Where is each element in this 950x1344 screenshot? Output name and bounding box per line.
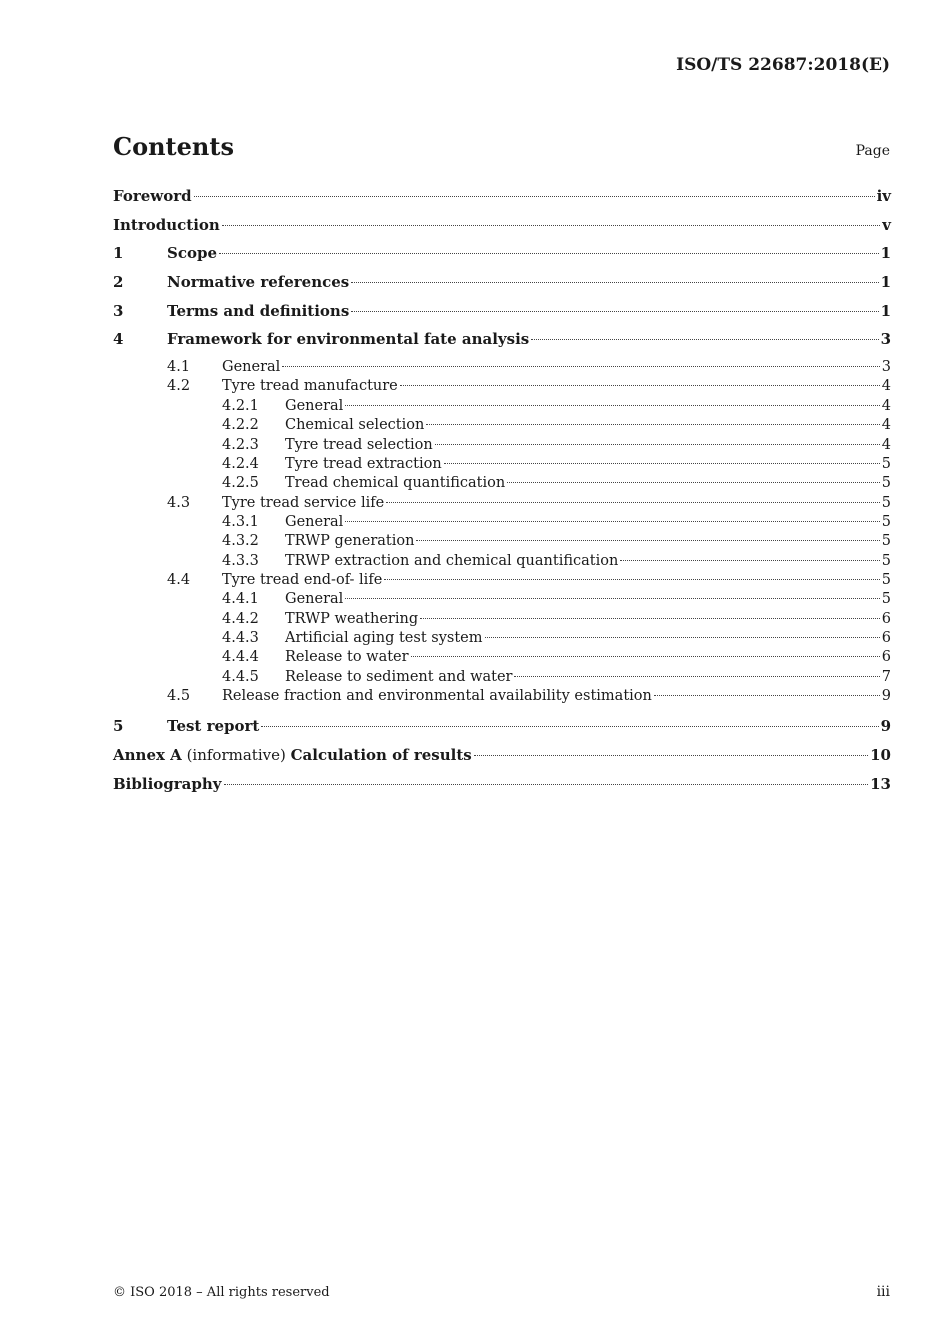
toc-entry-number: 5 (113, 717, 124, 736)
toc-entry-number: 4.4 (167, 571, 191, 588)
toc-entry-label-text: Tyre tread manufacture (222, 378, 398, 395)
toc-entry-label (285, 668, 512, 687)
toc-entry-label (167, 329, 529, 349)
page-number: iii (876, 1284, 890, 1300)
toc-entry-label-text: Normative references (167, 273, 350, 292)
toc-entry-label-text: Annex A (113, 746, 182, 765)
dot-leader (219, 253, 879, 254)
toc-entry[interactable] (113, 590, 891, 609)
toc-entry-label-text: Test report (167, 717, 260, 736)
dot-leader (426, 424, 879, 425)
dot-leader (261, 726, 878, 727)
toc-entry-page: 10 (870, 746, 891, 765)
toc-entry[interactable] (113, 774, 891, 803)
dot-leader (351, 282, 878, 283)
toc-entry-number: 4 (113, 330, 124, 349)
dot-leader (514, 676, 879, 677)
toc-entry-label (285, 648, 409, 667)
toc-entry-page: 1 (880, 301, 891, 320)
toc-entry-label (113, 745, 472, 765)
toc-entry[interactable] (113, 186, 891, 215)
toc-entry-label (285, 474, 505, 493)
toc-entry-label-text: General (222, 359, 281, 376)
toc-entry-label-text: Release fraction and environmental availability estimation (222, 687, 652, 704)
toc-entry-label-text: Terms and definitions (167, 301, 350, 320)
document-id: ISO/TS 22687:2018(E) (676, 55, 890, 75)
toc-entry-number: 2 (113, 273, 124, 292)
toc-entry-label (113, 215, 220, 235)
toc-entry[interactable] (113, 455, 891, 474)
toc-entry[interactable] (113, 629, 891, 648)
toc-entry-label (285, 532, 414, 551)
toc-entry-label (285, 629, 483, 648)
dot-leader (386, 502, 880, 503)
toc-entry-page: v (882, 215, 891, 234)
toc-entry-label-text: Tyre tread service life (222, 494, 385, 511)
toc-entry-label-text: Scope (167, 244, 218, 263)
toc-entry-label-text: TRWP generation (285, 533, 415, 550)
toc-entry-page: 6 (881, 629, 891, 646)
dot-leader (531, 339, 878, 340)
toc-entry[interactable] (113, 668, 891, 687)
toc-entry[interactable] (113, 358, 891, 377)
toc-entry-label (222, 687, 652, 706)
toc-entry-label (285, 436, 433, 455)
toc-entry-number: 4.4.5 (222, 668, 259, 685)
toc-entry-label-annotation: (informative) (181, 746, 291, 765)
toc-entry-page: 5 (881, 552, 891, 569)
dot-leader (345, 521, 879, 522)
toc-entry-page: 4 (881, 417, 891, 434)
dot-leader (435, 444, 880, 445)
toc-entry-label (167, 272, 349, 292)
dot-leader (485, 637, 880, 638)
toc-entry-label (167, 243, 217, 263)
toc-entry[interactable] (113, 243, 891, 272)
toc-entry-label (285, 610, 418, 629)
toc-entry-page: 7 (881, 668, 891, 685)
toc-entry-page: 9 (880, 717, 891, 736)
toc-entry[interactable] (113, 215, 891, 244)
toc-entry-number: 4.2.5 (222, 475, 259, 492)
toc-entry-page: 4 (881, 397, 891, 414)
toc-entry-page: 5 (881, 475, 891, 492)
dot-leader (420, 618, 880, 619)
toc-entry[interactable] (113, 494, 891, 513)
toc-entry-label-text: Artificial aging test system (285, 629, 483, 646)
toc-entry-number: 4.4.3 (222, 629, 259, 646)
toc-entry-label (222, 358, 280, 377)
toc-entry-label-text: Chemical selection (285, 417, 425, 434)
toc-entry-number: 4.2.3 (222, 436, 259, 453)
toc-entry-page: 4 (881, 378, 891, 395)
toc-entry[interactable] (113, 716, 891, 745)
toc-entry-label (222, 377, 398, 396)
toc-entry-page: 1 (880, 244, 891, 263)
dot-leader (474, 755, 868, 756)
toc-entry-label-text: Tyre tread end-of- life (222, 571, 383, 588)
toc-entry-number: 4.4.1 (222, 591, 259, 608)
toc-entry-label (285, 552, 618, 571)
toc-entry-label (222, 494, 384, 513)
toc-entry-label (113, 186, 192, 206)
toc-entry-page: 3 (881, 359, 891, 376)
toc-entry-label (167, 716, 259, 736)
dot-leader (194, 196, 875, 197)
toc-entry-page: iv (876, 187, 891, 205)
toc-entry-label-text: General (285, 397, 344, 414)
toc-entry-label (285, 397, 343, 416)
toc-entry-number: 3 (113, 301, 124, 320)
table-of-contents (113, 186, 891, 803)
dot-leader (416, 540, 879, 541)
dot-leader (444, 463, 880, 464)
dot-leader (507, 482, 880, 483)
toc-entry[interactable] (113, 513, 891, 532)
dot-leader (654, 695, 880, 696)
toc-entry-number: 4.3.1 (222, 513, 259, 530)
page-column-label: Page (855, 143, 890, 159)
toc-entry-label (285, 590, 343, 609)
toc-entry[interactable] (113, 329, 891, 358)
toc-entry-number: 4.1 (167, 359, 191, 376)
copyright-notice: © ISO 2018 – All rights reserved (113, 1285, 330, 1300)
toc-entry-label-text: Tyre tread selection (285, 436, 433, 453)
toc-entry-label (285, 513, 343, 532)
toc-entry[interactable] (113, 687, 891, 717)
toc-entry[interactable] (113, 436, 891, 455)
dot-leader (282, 366, 879, 367)
toc-entry-label (222, 571, 382, 590)
toc-entry[interactable] (113, 745, 891, 774)
toc-entry-label-tail: Calculation of results (290, 746, 472, 765)
toc-entry[interactable] (113, 571, 891, 590)
toc-entry[interactable] (113, 377, 891, 396)
toc-entry-number: 4.3.3 (222, 552, 259, 569)
toc-entry-label-text: Tyre tread extraction (285, 455, 442, 472)
toc-entry-label-text: Release to water (285, 649, 409, 666)
toc-entry-label-text: Tread chemical quantification (285, 475, 506, 492)
toc-entry-label-text: Foreword (113, 187, 192, 205)
toc-entry-number: 4.4.2 (222, 610, 259, 627)
dot-leader (400, 385, 880, 386)
toc-entry-label-text: Framework for environmental fate analysis (167, 330, 530, 349)
toc-entry-page: 5 (881, 533, 891, 550)
toc-entry-label-text: TRWP weathering (285, 610, 419, 627)
toc-entry-label-text: General (285, 591, 344, 608)
dot-leader (411, 656, 880, 657)
toc-entry-label (113, 774, 222, 794)
dot-leader (345, 405, 879, 406)
dot-leader (351, 311, 878, 312)
dot-leader (620, 560, 879, 561)
toc-entry-label (285, 416, 424, 435)
toc-entry-page: 4 (881, 436, 891, 453)
toc-entry[interactable] (113, 648, 891, 667)
toc-entry[interactable] (113, 532, 891, 551)
toc-entry-page: 9 (881, 687, 891, 704)
toc-entry-label (167, 301, 349, 321)
dot-leader (224, 784, 869, 785)
toc-entry-page: 5 (881, 591, 891, 608)
toc-entry-page: 3 (880, 330, 891, 349)
toc-entry-label-text: Bibliography (113, 774, 222, 793)
toc-entry[interactable] (113, 416, 891, 435)
dot-leader (345, 598, 879, 599)
toc-entry-label-text: Introduction (113, 215, 220, 234)
toc-entry-number: 4.3 (167, 494, 191, 511)
toc-entry-page: 13 (870, 774, 891, 793)
toc-entry[interactable] (113, 610, 891, 629)
toc-entry-number: 1 (113, 244, 124, 263)
toc-entry[interactable] (113, 272, 891, 301)
toc-entry[interactable] (113, 474, 891, 493)
dot-leader (384, 579, 879, 580)
dot-leader (222, 225, 880, 226)
toc-entry[interactable] (113, 301, 891, 330)
toc-entry-page: 5 (881, 494, 891, 511)
toc-entry-page: 5 (881, 513, 891, 530)
toc-entry-number: 4.2.4 (222, 455, 259, 472)
toc-entry-page: 6 (881, 649, 891, 666)
toc-entry-number: 4.4.4 (222, 649, 259, 666)
page-title: Contents (113, 132, 234, 161)
toc-entry-page: 1 (880, 273, 891, 292)
toc-entry-number: 4.2.2 (222, 417, 259, 434)
toc-entry[interactable] (113, 397, 891, 416)
toc-entry-label-text: TRWP extraction and chemical quantification (285, 552, 619, 569)
toc-entry-number: 4.3.2 (222, 533, 259, 550)
toc-entry-label-text: Release to sediment and water (285, 668, 513, 685)
toc-entry-number: 4.2 (167, 378, 191, 395)
toc-entry-label (285, 455, 442, 474)
toc-entry-number: 4.2.1 (222, 397, 259, 414)
toc-entry-page: 6 (881, 610, 891, 627)
toc-entry-label-text: General (285, 513, 344, 530)
toc-entry[interactable] (113, 552, 891, 571)
toc-entry-page: 5 (881, 571, 891, 588)
toc-entry-page: 5 (881, 455, 891, 472)
toc-entry-number: 4.5 (167, 687, 191, 704)
